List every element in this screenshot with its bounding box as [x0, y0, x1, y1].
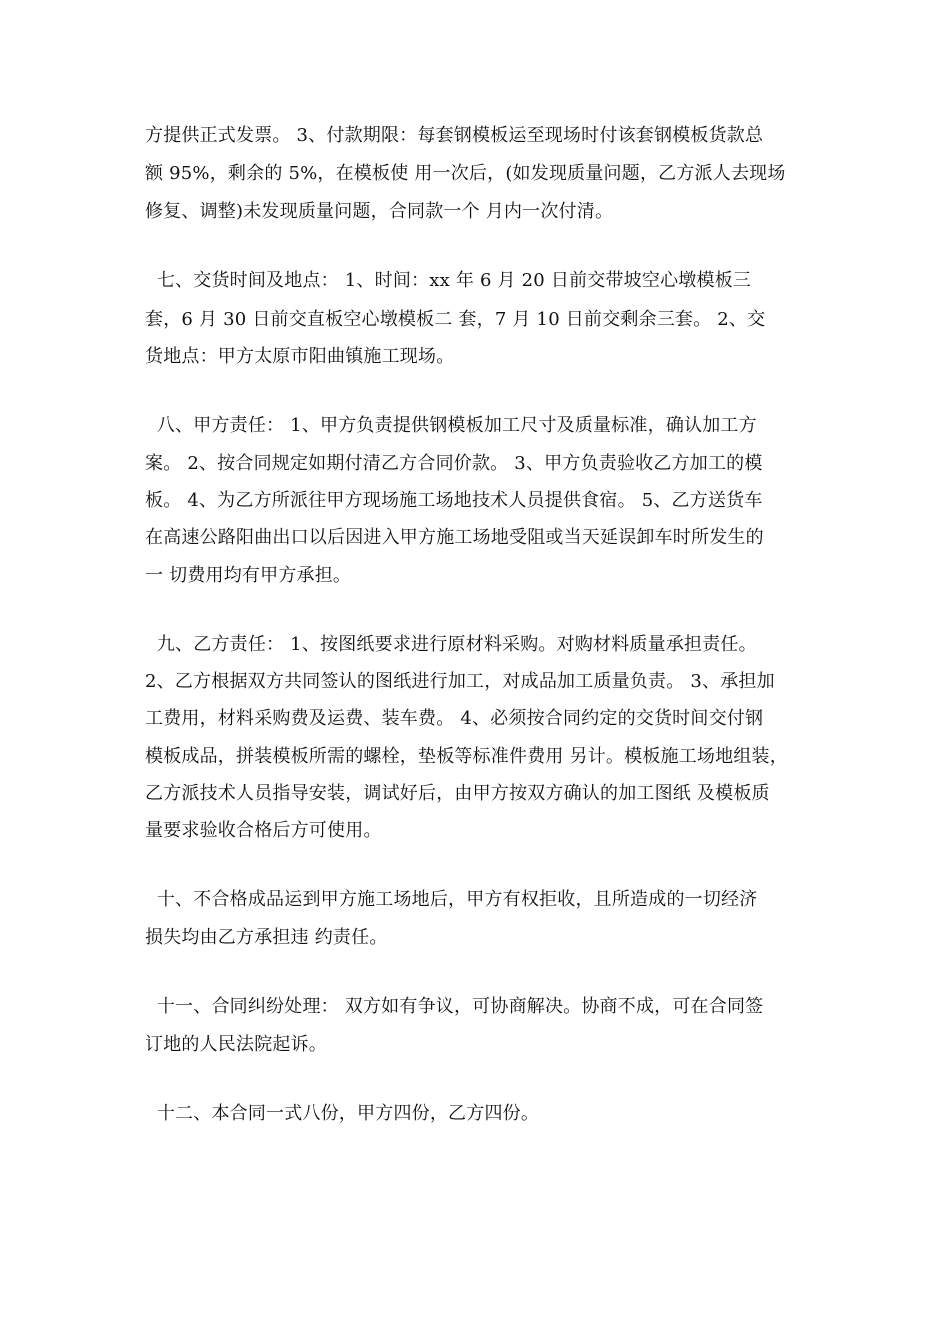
text-line: 十二、本合同一式八份，甲方四份，乙方四份。: [145, 1103, 540, 1124]
text-line: 方提供正式发票。 3、付款期限：每套钢模板运至现场时付该套钢模板货款总: [145, 125, 764, 146]
text-line: 板。 4、为乙方所派往甲方现场施工场地技术人员提供食宿。 5、乙方送货车: [145, 490, 763, 511]
text-line: 一 切费用均有甲方承担。: [145, 565, 352, 586]
text-line: 2、乙方根据双方共同签认的图纸进行加工，对成品加工质量负责。 3、承担加: [145, 671, 775, 692]
text-line: 额 95%，剩余的 5%，在模板使 用一次后，(如发现质量问题，乙方派人去现场: [145, 163, 786, 184]
text-line: 案。 2、按合同规定如期付清乙方合同价款。 3、甲方负责验收乙方加工的模: [145, 453, 763, 474]
text-line: 八、甲方责任： 1、甲方负责提供钢模板加工尺寸及质量标准，确认加工方: [145, 415, 757, 436]
text-line: 工费用，材料采购费及运费、装车费。 4、必须按合同约定的交货时间交付钢: [145, 708, 764, 729]
text-line: 十一、合同纠纷处理： 双方如有争议，可协商解决。协商不成，可在合同签: [145, 996, 764, 1017]
text-line: 模板成品，拼装模板所需的螺栓，垫板等标准件费用 另计。模板施工场地组装，: [145, 746, 788, 767]
text-line: 在高速公路阳曲出口以后因进入甲方施工场地受阻或当天延误卸车时所发生的: [145, 527, 764, 548]
text-line: 量要求验收合格后方可使用。: [145, 820, 382, 841]
text-line: 乙方派技术人员指导安装，调试好后，由甲方按双方确认的加工图纸 及模板质: [145, 783, 770, 804]
text-line: 九、乙方责任： 1、按图纸要求进行原材料采购。对购材料质量承担责任。: [145, 634, 757, 655]
text-line: 七、交货时间及地点： 1、时间：xx 年 6 月 20 日前交带坡空心墩模板三: [145, 270, 752, 291]
text-line: 订地的人民法院起诉。: [145, 1034, 327, 1055]
text-line: 货地点：甲方太原市阳曲镇施工现场。: [145, 346, 455, 367]
text-line: 套，6 月 30 日前交直板空心墩模板二 套，7 月 10 日前交剩余三套。 2、交: [145, 309, 766, 330]
text-line: 十、不合格成品运到甲方施工场地后，甲方有权拒收，且所造成的一切经济: [145, 889, 758, 910]
text-line: 损失均由乙方承担违 约责任。: [145, 927, 388, 948]
text-line: 修复、调整)未发现质量问题，合同款一个 月内一次付清。: [145, 201, 614, 222]
